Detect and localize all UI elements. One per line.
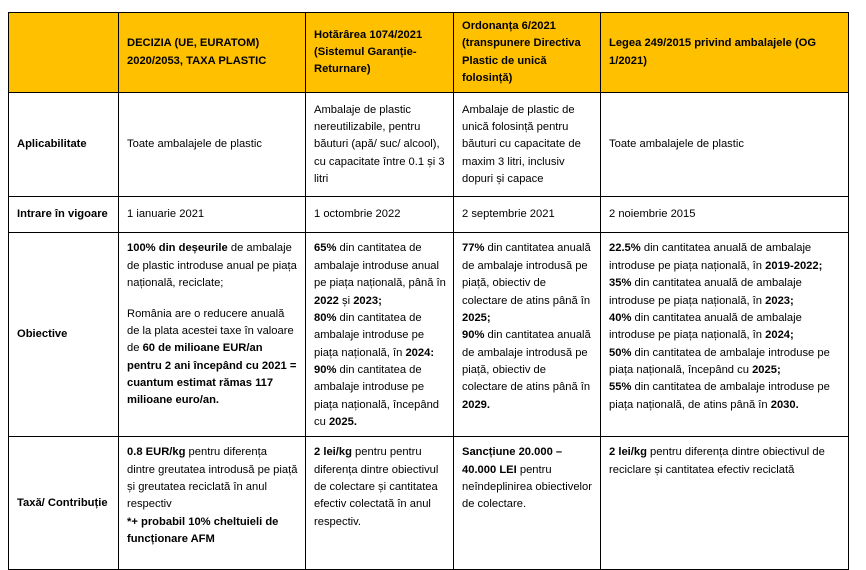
year-2023: 2023; — [765, 294, 794, 307]
year-2025: 2025; — [752, 363, 781, 376]
row-label-aplicabilitate: Aplicabilitate — [9, 93, 119, 197]
table-row-intrare-in-vigoare — [9, 197, 849, 233]
taxa-ordonanta-tail: pentru neîndeplinirea obiectivelor de colectare. — [462, 463, 592, 511]
pct-50: 50% — [609, 346, 632, 359]
year-2030: 2030. — [770, 398, 799, 411]
year-2024: 2024; — [765, 329, 794, 342]
table-row-obiective — [9, 233, 849, 437]
obiective-hotararea-text — [314, 240, 446, 431]
taxa-decizia-text — [127, 444, 298, 548]
obiective-legea-text — [609, 240, 841, 414]
row-label-intrare-in-vigoare: Intrare în vigoare — [9, 197, 119, 233]
pct-77: 77% — [462, 242, 485, 255]
taxa-decizia-tail: pentru diferența dintre greutatea introdusă pe piață și greutatea reciclată în anul respectiv — [127, 446, 298, 511]
taxa-hotararea-tail: pentru pentru diferența dintre obiectivul de colectare și cantitatea efectiv colectată în anul respectiv. — [314, 446, 439, 528]
legea-t3: din cantitatea anuală de ambalaje introduse pe piața națională, în — [609, 277, 802, 307]
hotararea-t1: din cantitatea de ambalaje introduse anual pe piața națională, până în — [314, 242, 446, 290]
legea-t9: din cantitatea de ambalaje introduse pe piața națională, de atins până în — [609, 381, 830, 411]
obiective-decizia-pct: 100% — [127, 242, 156, 255]
taxa-ordonanta-text — [462, 444, 593, 513]
pct-40: 40% — [609, 311, 632, 324]
year-2023: 2023; — [353, 294, 382, 307]
rate-08-eur-kg: 0.8 EUR/kg — [127, 446, 186, 459]
pct-55: 55% — [609, 381, 632, 394]
cell-obiective-legea — [601, 233, 849, 437]
table-body — [9, 93, 849, 570]
cell-intrare-decizia: 1 ianuarie 2021 — [119, 197, 306, 233]
comparison-table — [8, 12, 849, 570]
pct-80: 80% — [314, 311, 337, 324]
taxa-legea-text — [609, 444, 841, 479]
header-cell-decizia: DECIZIA (UE, EURATOM) 2020/2053, TAXA PLASTIC — [119, 13, 306, 93]
hotararea-t6: din cantitatea de ambalaje introduse pe piața națională, începând cu — [314, 363, 440, 429]
header-cell-corner — [9, 13, 119, 93]
taxa-hotararea-text — [314, 444, 446, 531]
row-label-taxa-contributie: Taxă/ Contribuție — [9, 437, 119, 570]
header-cell-legea: Legea 249/2015 privind ambalajele (OG 1/2021) — [601, 13, 849, 93]
pct-35: 35% — [609, 277, 632, 290]
row-label-obiective: Obiective — [9, 233, 119, 437]
cell-aplicabilitate-hotararea: Ambalaje de plastic nereutilizabile, pentru băuturi (apă/ suc/ alcool), cu capacitate între 0.1 și 3 litri — [306, 93, 454, 197]
legea-t1: din cantitatea anuală de ambalaje introduse pe piața națională, în — [609, 242, 812, 272]
rate-2-lei-kg: 2 lei/kg — [314, 446, 352, 459]
obiective-ordonanta-text — [462, 240, 593, 414]
cell-intrare-hotararea: 1 octombrie 2022 — [306, 197, 454, 233]
rate-2-lei-kg: 2 lei/kg — [609, 446, 647, 459]
pct-65: 65% — [314, 242, 337, 255]
ordonanta-t1: din cantitatea anuală de ambalaje introdusă pe piață, obiectiv de colectare de atins până în — [462, 242, 591, 307]
legea-t7: din cantitatea de ambalaje introduse pe piața națională, începând cu — [609, 346, 830, 376]
obiective-decizia-lead: din deșeurile — [155, 242, 228, 255]
cell-aplicabilitate-ordonanta: Ambalaje de plastic de unică folosință pentru băuturi cu capacitate de maxim 3 litri, inclusiv dopuri și capace — [454, 93, 601, 197]
obiective-decizia-reducere-bold: 60 de milioane EUR/an pentru 2 ani începând cu 2021 = cuantum estimat rămas 117 milioane euro/an. — [127, 342, 297, 407]
header-cell-ordonanta: Ordonanța 6/2021 (transpunere Directiva Plastic de unică folosință) — [454, 13, 601, 93]
years-2019-2022: 2019-2022; — [765, 259, 823, 272]
cell-taxa-decizia — [119, 437, 306, 570]
table-row-taxa-contributie — [9, 437, 849, 570]
header-cell-hotararea: Hotărârea 1074/2021 (Sistemul Garanție-Returnare) — [306, 13, 454, 93]
pct-22-5: 22.5% — [609, 242, 641, 255]
year-2025: 2025. — [328, 416, 357, 429]
table-header — [9, 13, 849, 93]
pct-90: 90% — [462, 329, 485, 342]
legea-t5: din cantitatea anuală de ambalaje introduse pe piața națională, în — [609, 311, 802, 342]
cell-taxa-ordonanta — [454, 437, 601, 570]
cell-taxa-hotararea — [306, 437, 454, 570]
header-row — [9, 13, 849, 93]
cell-intrare-legea: 2 noiembrie 2015 — [601, 197, 849, 233]
cell-intrare-ordonanta: 2 septembrie 2021 — [454, 197, 601, 233]
hotararea-t2: și — [338, 294, 354, 307]
taxa-decizia-note: *+ probabil 10% cheltuieli de funcționare AFM — [127, 515, 279, 546]
year-2022: 2022 — [314, 294, 339, 307]
table-row-aplicabilitate — [9, 93, 849, 197]
hotararea-t4: din cantitatea de ambalaje introduse pe piața națională, în — [314, 311, 425, 359]
cell-obiective-decizia — [119, 233, 306, 437]
ordonanta-t3: din cantitatea anuală de ambalaje introdusă pe piață, obiectiv de colectare de atins până în — [462, 329, 591, 394]
obiective-decizia-tail: de ambalaje de plastic introduse anual pe piața națională, reciclate; — [127, 242, 297, 290]
pct-90: 90% — [314, 363, 337, 376]
year-2024: 2024: — [405, 346, 435, 359]
cell-obiective-hotararea — [306, 233, 454, 437]
cell-taxa-legea — [601, 437, 849, 570]
year-2029: 2029. — [462, 398, 490, 411]
obiective-decizia-para-1 — [127, 240, 298, 292]
cell-aplicabilitate-legea: Toate ambalajele de plastic — [601, 93, 849, 197]
paragraph-spacer — [127, 293, 298, 306]
cell-aplicabilitate-decizia: Toate ambalajele de plastic — [119, 93, 306, 197]
obiective-decizia-reducere-text: România are o reducere anuală de la plata acestei taxe în valoare de — [127, 307, 294, 355]
obiective-decizia-para-2 — [127, 306, 298, 410]
taxa-legea-tail: pentru diferența dintre obiectivul de reciclare și cantitatea efectiv reciclată — [609, 446, 825, 476]
sanction-amount: Sancțiune 20.000 – 40.000 LEI — [462, 446, 563, 476]
year-2025: 2025; — [462, 311, 491, 324]
cell-obiective-ordonanta — [454, 233, 601, 437]
